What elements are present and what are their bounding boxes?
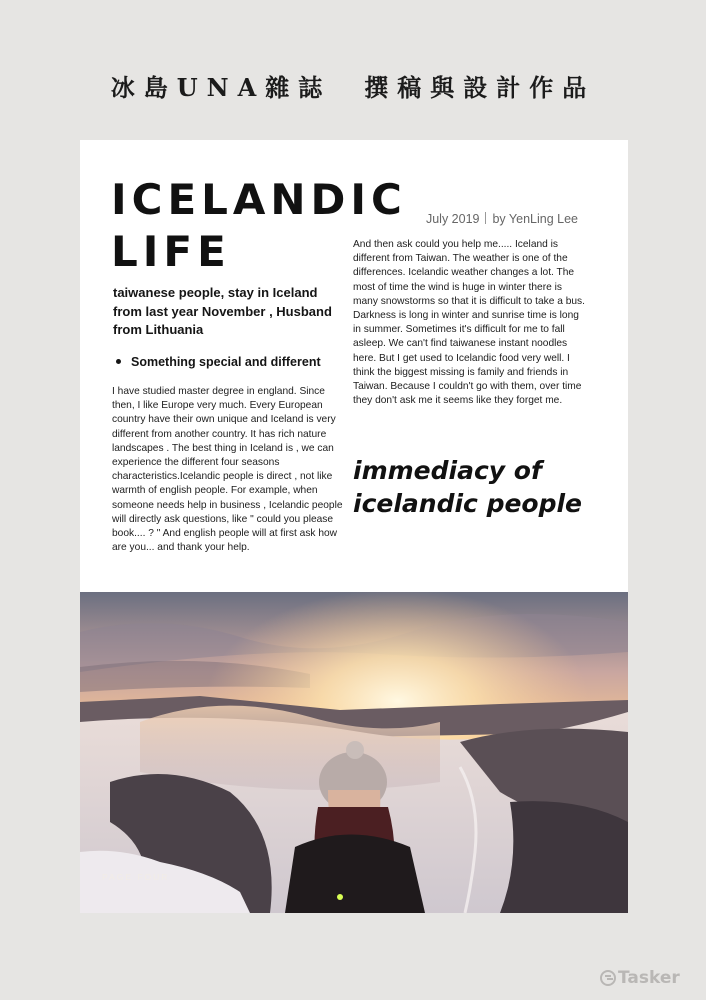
page-number-label: PAGE FOUR bbox=[102, 872, 170, 882]
bullet-dot-icon bbox=[116, 359, 121, 364]
page-title: 冰島UNA雜誌 撰稿與設計作品 bbox=[110, 73, 596, 102]
magazine-page bbox=[80, 140, 628, 913]
watermark-text: Tasker bbox=[618, 968, 680, 988]
byline-divider bbox=[485, 212, 486, 224]
bullet-item bbox=[116, 355, 356, 369]
photo-icon bbox=[80, 592, 628, 913]
article-author: by YenLing Lee bbox=[492, 212, 578, 226]
bullet-label: Something special and different bbox=[131, 355, 321, 369]
article-body-right: And then ask could you help me..... Iceland is different from Taiwan. The weather is one of the differences. Icelandic weather changes a lot. The most of time the wind is huge in winter there is many snowstorms so that it is difficult to take a bus. Darkness is long in winter and sunrise time is long in summer. Sometimes it's difficult for me to fall asleep. We can't find taiwanese instant noodles here. But I get used to Icelandic food very well. I think the biggest missing is family and friends in Taiwan. Because I couldn't go with them, over time they don't ask me it seems like they forget me. bbox=[353, 239, 585, 407]
byline bbox=[400, 212, 578, 226]
tasker-watermark bbox=[600, 968, 692, 992]
article-subheading: taiwanese people, stay in Iceland from last year November , Husband from Lithuania bbox=[113, 285, 332, 337]
iceland-photo bbox=[80, 592, 628, 913]
article-headline: ICELANDIC LIFE bbox=[111, 175, 407, 276]
tasker-logo-icon bbox=[600, 970, 616, 986]
article-date: July 2019 bbox=[425, 212, 480, 226]
article-body-left: I have studied master degree in england. Since then, I like Europe very much. Every European country have their own unique and Iceland is very different from another country. It has rich nature landscapes . The best thing in Iceland is , we can experience the different four seasons characteristics.Icelandic people is direct , not like warmth of english people. For example, when someone needs help in business , Icelandic people will directly ask questions, like " could you please book.... ? " And english people will at first ask how are you... and thank your help. bbox=[112, 386, 343, 554]
pull-quote: immediacy of icelandic people bbox=[353, 456, 583, 518]
